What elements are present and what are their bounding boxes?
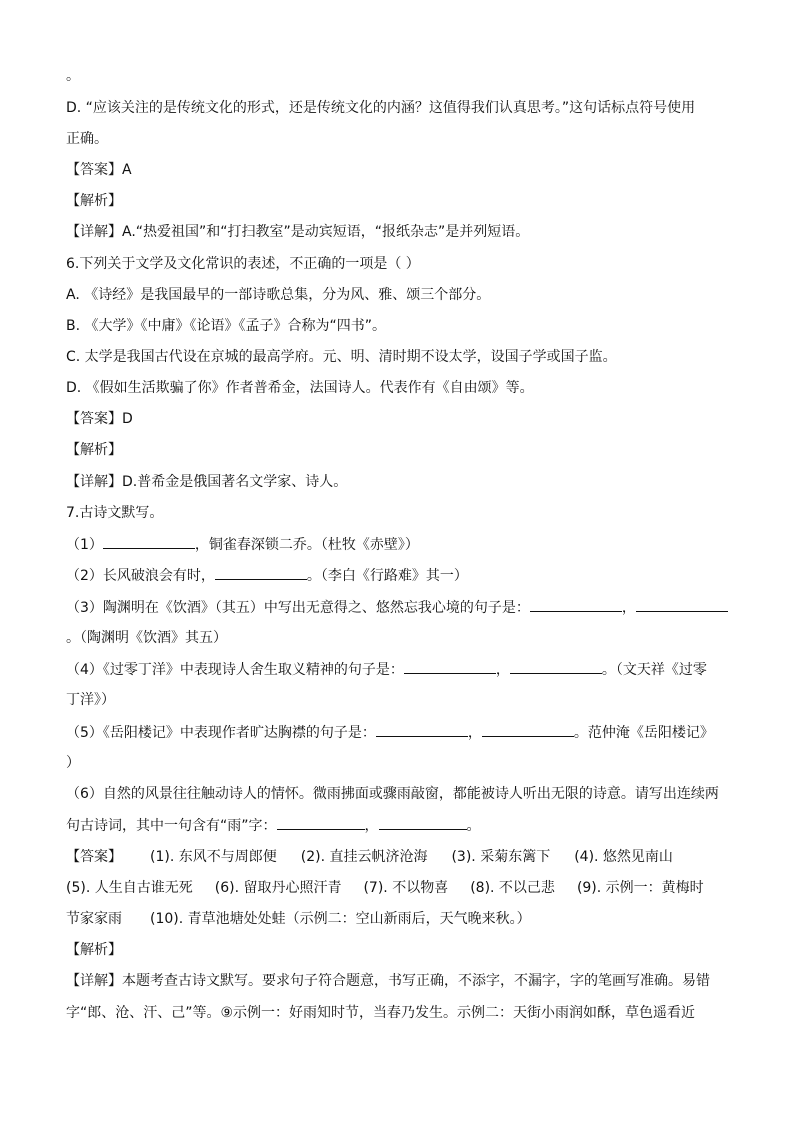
fill-blank[interactable] [510,659,602,674]
text-line: 正确。 [66,131,108,147]
option-a: A. 《诗经》是我国最早的一部诗歌总集，分为风、雅、颂三个部分。 [66,287,491,303]
detail-label: 【详解】 [66,474,122,490]
item-text: （3）陶渊明在《饮酒》（其五）中写出无意得之、悠然忘我心境的句子是： [66,600,530,616]
answer-value: A [122,162,132,178]
answer-item: 节家家雨 [66,911,122,927]
q7-item-4 [66,659,707,680]
answer-line [66,409,133,429]
item-text: 。 [466,818,481,834]
answer-label: 【答案】 [66,411,122,427]
fill-blank[interactable] [215,565,307,580]
fill-blank[interactable] [379,815,467,830]
q7-item-1 [66,534,419,555]
answer-item: (5). 人生自古谁无死 [66,880,193,896]
item-text: （5）《岳阳楼记》中表现作者旷达胸襟的句子是： [66,725,376,741]
item-text: （2）长风破浪会有时， [66,568,215,584]
item-text: ，铜雀春深锁二乔。（杜牧《赤壁》） [194,537,419,553]
q7-item-5 [66,722,714,743]
item-text: 句古诗词，其中一句含有“雨”字： [66,818,277,834]
detail-line: 字“郎、沧、汗、己”等。⑨示例一：好雨知时节，当春乃发生。示例二：天街小雨润如酥，草色遥看近 [66,1005,696,1021]
q7-item-6-cont [66,815,481,836]
q7-item-5-cont: ） [66,755,80,771]
option-b: B. 《大学》《中庸》《论语》《孟子》合称为“四书”。 [66,318,387,334]
answer-item: (1). 东风不与周郎便 [150,849,277,865]
q7-answer-line-2 [66,878,704,898]
analysis-label: 【解析】 [66,442,122,458]
analysis-label: 【解析】 [66,942,122,958]
fill-blank[interactable] [404,659,496,674]
q7-item-3 [66,597,728,618]
answer-item: (9). 示例一：黄梅时 [576,880,704,896]
item-text: ， [364,818,379,834]
q7-item-3-cont: 。（陶渊明《饮酒》其五） [66,630,227,646]
answer-item: (6). 留取丹心照汗青 [214,880,342,896]
fill-blank[interactable] [277,815,365,830]
q7-item-2 [66,565,468,586]
answer-item: (10). 青草池塘处处蛙（示例二：空山新雨后，天气晚来秋。） [150,911,531,927]
answer-line [66,160,132,180]
option-d-punctuation: D. “应该关注的是传统文化的形式，还是传统文化的内涵？这值得我们认真思考。”这句话标点符号使用 [66,100,696,116]
q7-answer-line-1 [66,847,673,867]
answer-label: 【答案】 [66,162,122,178]
detail-text: A.“热爱祖国”和“打扫教室”是动宾短语，“报纸杂志”是并列短语。 [122,224,530,240]
answer-item: (4). 悠然见南山 [574,849,673,865]
fill-blank[interactable] [376,722,468,737]
answer-item: (3). 采菊东篱下 [451,849,551,865]
q7-item-4-cont: 丁洋》） [66,692,115,708]
detail-text: D.普希金是俄国著名文学家、诗人。 [122,474,348,490]
answer-item: (2). 直挂云帆济沧海 [300,849,428,865]
fill-blank[interactable] [636,597,728,612]
detail-line: 【详解】本题考查古诗文默写。要求句子符合题意，书写正确，不添字，不漏字，字的笔画写准确。易错 [66,973,710,989]
item-text: ， [467,725,482,741]
answer-item: (8). 不以己悲 [470,880,555,896]
fill-blank[interactable] [103,534,195,549]
item-text: 。（李白《行路难》其一） [306,568,468,584]
answer-item: (7). 不以物喜 [363,880,449,896]
item-text: 。范仲淹《岳阳楼记》 [573,725,714,741]
q7-item-6: （6）自然的风景往往触动诗人的情怀。微雨拂面或骤雨敲窗，都能被诗人听出无限的诗意。请写出连续两 [66,786,719,802]
detail-line [66,472,347,492]
answer-value: D [122,411,133,427]
item-text: （4）《过零丁洋》中表现诗人舍生取义精神的句子是： [66,662,404,678]
analysis-label: 【解析】 [66,193,122,209]
detail-line [66,222,529,242]
option-d: D. 《假如生活欺骗了你》作者普希金，法国诗人。代表作有《自由颂》等。 [66,380,534,396]
item-number: （1） [66,537,103,553]
q7-answer-line-3 [66,909,531,929]
fill-blank[interactable] [482,722,574,737]
item-text: ， [621,600,636,616]
fill-blank[interactable] [530,597,622,612]
detail-label: 【详解】 [66,224,122,240]
answer-label: 【答案】 [66,849,122,865]
option-c: C. 太学是我国古代设在京城的最高学府。元、明、清时期不设太学，设国子学或国子监。 [66,349,617,365]
question-7-stem: 7.古诗文默写。 [66,505,164,521]
item-text: 。（文天祥《过零 [601,662,707,678]
question-6-stem: 6.下列关于文学及文化常识的表述，不正确的一项是（ ） [66,256,420,272]
item-text: ， [495,662,510,678]
text-line: 。 [66,68,80,84]
